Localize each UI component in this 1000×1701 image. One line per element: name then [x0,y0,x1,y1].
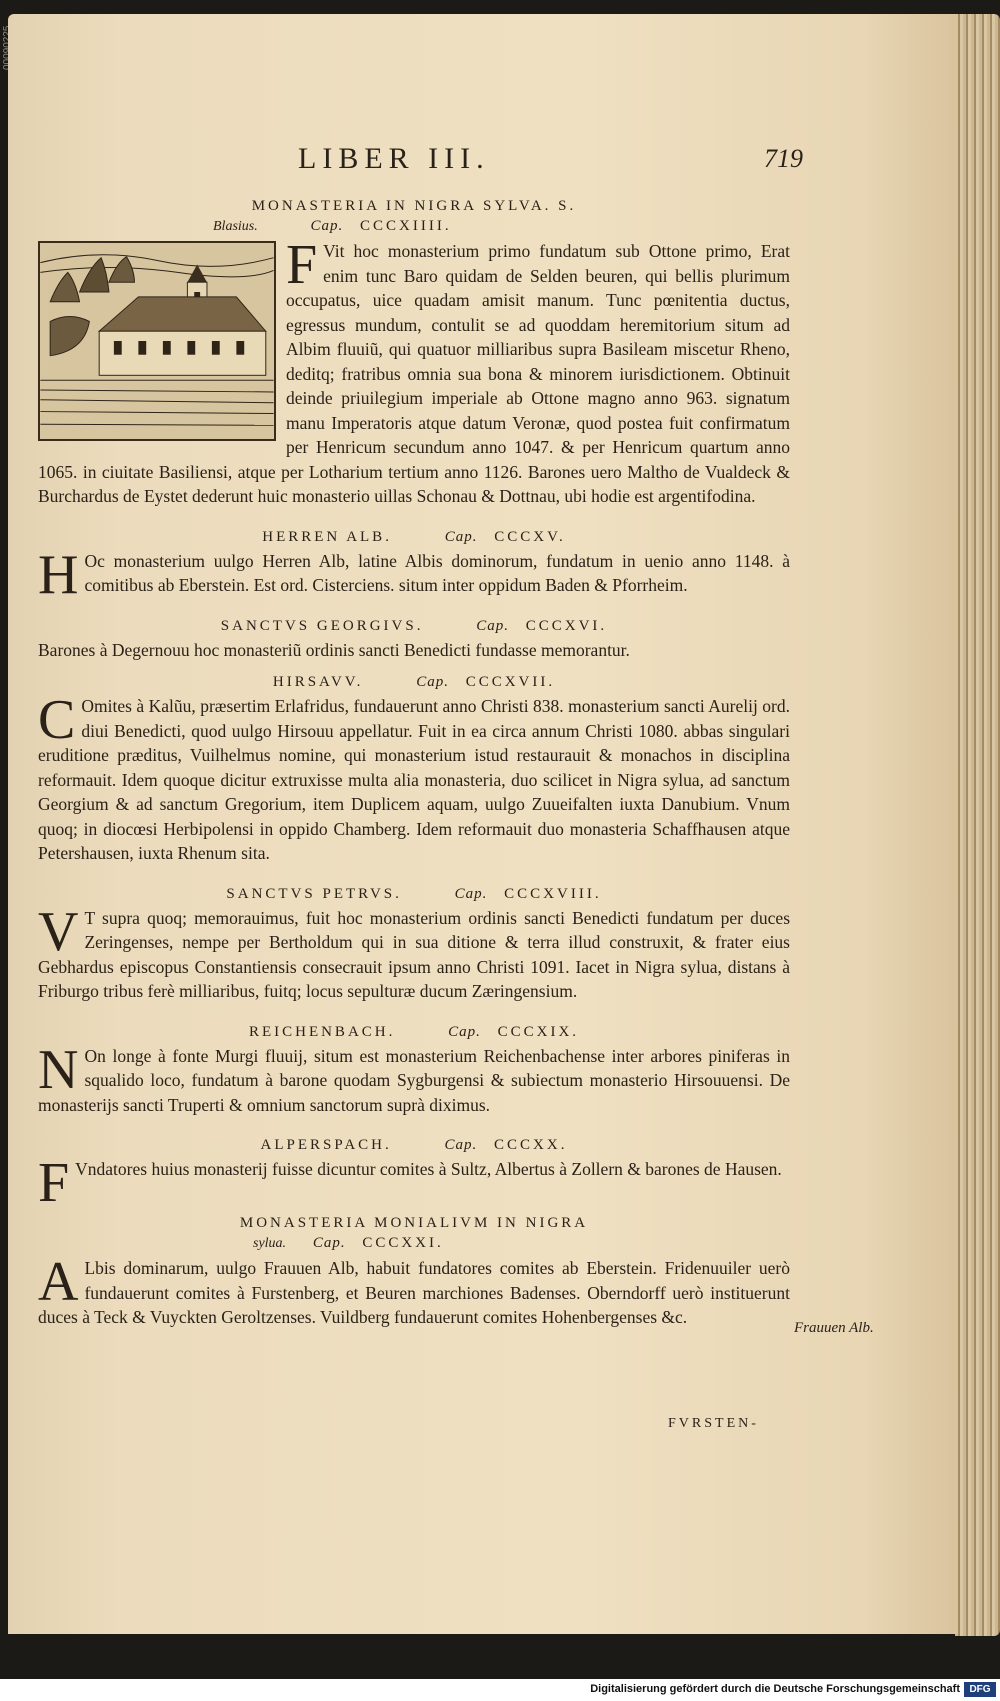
cap-label: Cap. [444,1137,478,1153]
section-title: HIRSAVV. [272,674,364,690]
section-title: SANCTVS PETRVS. [226,885,402,902]
page-header [8,142,958,192]
section-text: On longe à fonte Murgi fluuij, situm est monasterium Reichenbachense inter arbores piniferas in squalido loco, fundatum à barone quodam Sygburgensi & subiectum monasterio Hirsouuensi. De monasterijs sancti Truperti & omnium sanctorum suprà diximus. [38,1045,790,1115]
drop-initial: F [286,234,318,296]
section-text: Lbis dominarum, uulgo Frauuen Alb, habuit fundatores comites ab Eberstein. Fridenuuiler uerò fundauerunt comites à Furstenberg, et Beuren marchiones Badenses. Oberndorff uerò instituerunt duces à Teck & Vuyckten Geroltzenses. Vuildberg fundauerunt comites Hohenbergenses &c. [38,1258,790,1327]
cap-number: CCCXX. [494,1137,568,1153]
section-body [38,1038,790,1118]
section-text: Vndatores huius monasterij fuisse dicuntur comites à Sultz, Albertus à Zollern & barones de Hausen. [75,1159,782,1179]
section-heading [38,884,790,904]
section-title: MONASTERIA MONIALIVM IN NIGRA [239,1215,589,1231]
section-heading [38,527,790,547]
section-heading [38,1022,790,1042]
section-text: Barones à Degernouu hoc monasteriũ ordinis sancti Benedicti fundasse memorantur. [38,639,630,660]
folio-number: 719 [764,144,803,173]
cap-label: Cap. [416,674,449,690]
section-body [38,543,790,606]
section-subtitle: Blasius. [213,219,258,234]
chapter-section [38,672,790,874]
cap-number: CCCXIIII. [360,218,452,234]
cap-number: CCCXVIII. [504,885,602,902]
section-body [38,1152,790,1214]
chapter-section [38,527,790,606]
chapter-section [38,1022,790,1126]
cap-number: CCCXVI. [525,617,608,634]
section-body [38,1251,790,1330]
marginal-note: Frauuen Alb. [794,1320,874,1336]
section-body [38,689,790,866]
chapter-section [38,196,790,517]
drop-initial: V [38,900,79,963]
section-title: HERREN ALB. [262,528,392,545]
chapter-section [38,1135,790,1214]
section-heading [38,1135,790,1155]
cap-label: Cap. [444,528,478,545]
section-body [38,900,790,1004]
cap-number: CCCXV. [494,528,566,545]
section-heading [38,1213,790,1233]
section-text: Vit hoc monasterium primo fundatum sub Ottone primo, Erat enim tunc Baro quidam de Selden beuren, qui bellis plurimum occupatus, uice quadam amisit manum. Tunc pœnitentia ductus, egressus mundum, contulit se ad quoddam heremitorium situm ad Albim fluuiũ, qui quatuor milliaribus supra Basileam miscetur Rheno, deditq; fratribus omnia sua bona & minorem iurisdictionem. Obtinuit deinde priuilegium imperiale ab Ottone magno anno 963. signatum manu Imperatoris atque datum Veronæ, quod postea fuit confirmatum per Henricum secundum anno 1047. & per Henricum quartum anno 1065. in ciuitate Basiliensi, atque per Lotharium tertium anno 1126. Barones uero Maltho de Vualdeck & Burchardus de Eystet dederunt huic monasterio uillas Schonau & Dottnau, ubi hodie est argentifodina. [38,241,790,506]
drop-initial: C [38,689,76,751]
section-title: SANCTVS GEORGIVS. [220,617,424,634]
funding-credit: Digitalisierung gefördert durch die Deutsche Forschungsgemeinschaft [590,1683,960,1695]
section-subtitle: sylua. [253,1236,287,1251]
drop-initial: H [38,543,79,606]
monastery-woodcut-image [40,243,274,439]
section-heading [38,672,790,692]
chapter-section [38,884,790,1012]
chapter-section [38,616,790,663]
cap-number: CCCXVII. [465,674,556,690]
section-text: Omites à Kalũu, præsertim Erlafridus, fundauerunt anno Christi 838. monasterium sancti Aurelij ord. diui Benedicti, quod uulgo Hirsouu appellatur. Fuit in ea circa annum Christi 1080. abbas singulari eruditione præditus, Vuilhelmus nomine, qui monasterium istud restaurauit & monachos in disciplina reformauit. Idem quoque dicitur extruxisse multa alia monasteria, duo scilicet in Nigra sylua, ad sanctum Georgium & ad sanctum Gregorium, item Duplicem aquam, uulgo Zuueifalten iuxta Danubium. Vnum quoq; in diocœsi Herbipolensi in oppido Chamberg. Idem reformauit duo monasteria Schaffhausen atque Petershausen, iuxta Rhenum sita. [38,696,790,863]
woodcut-illustration [38,241,276,441]
section-title: REICHENBACH. [248,1023,396,1040]
section-text: Oc monasterium uulgo Herren Alb, latine Albis dominorum, fundatum in uenio anno 1148. à comitibus ab Eberstein. Est ord. Cisterciens. situm inter oppidum Baden & Pforrheim. [84,550,790,595]
cap-number: CCCXXI. [362,1235,444,1251]
section-subheading [38,1233,790,1254]
drop-initial: A [38,1251,79,1313]
drop-initial: N [38,1038,79,1101]
section-heading [38,616,790,636]
drop-initial: F [38,1152,70,1214]
page-edges [955,14,1000,1636]
cap-label: Cap. [476,617,509,634]
text-column [38,196,790,1348]
catchword: FVRSTEN- [668,1416,759,1431]
running-title: LIBER III. [298,142,490,175]
chapter-section [38,1213,790,1338]
cap-label: Cap. [448,1023,481,1040]
section-title: MONASTERIA IN NIGRA SYLVA. S. [251,198,577,214]
section-heading [38,196,790,216]
book-page [8,14,958,1634]
section-subheading [38,216,790,237]
cap-label: Cap. [310,218,344,234]
cap-number: CCCXIX. [497,1023,580,1040]
section-text: T supra quoq; memorauimus, fuit hoc monasterium ordinis sancti Benedicti fundatum per duces Zeringenses, nempe per Bertholdum qui in sua ditione & terra illud construxit, & frater eius Gebhardus episcopus Constantiensis consecrauit ipsum anno Christi 1091. Iacet in Nigra sylua, distans à Friburgo tribus ferè milliaribus, fuitq; locus sepulturæ ducum Zæringensium. [38,907,790,1001]
dfg-logo: DFG [964,1682,996,1697]
cap-label: Cap. [454,885,488,902]
footer-bar [0,1679,1000,1701]
section-body [38,638,790,663]
cap-label: Cap. [312,1235,346,1251]
section-title: ALPERSPACH. [260,1137,392,1153]
